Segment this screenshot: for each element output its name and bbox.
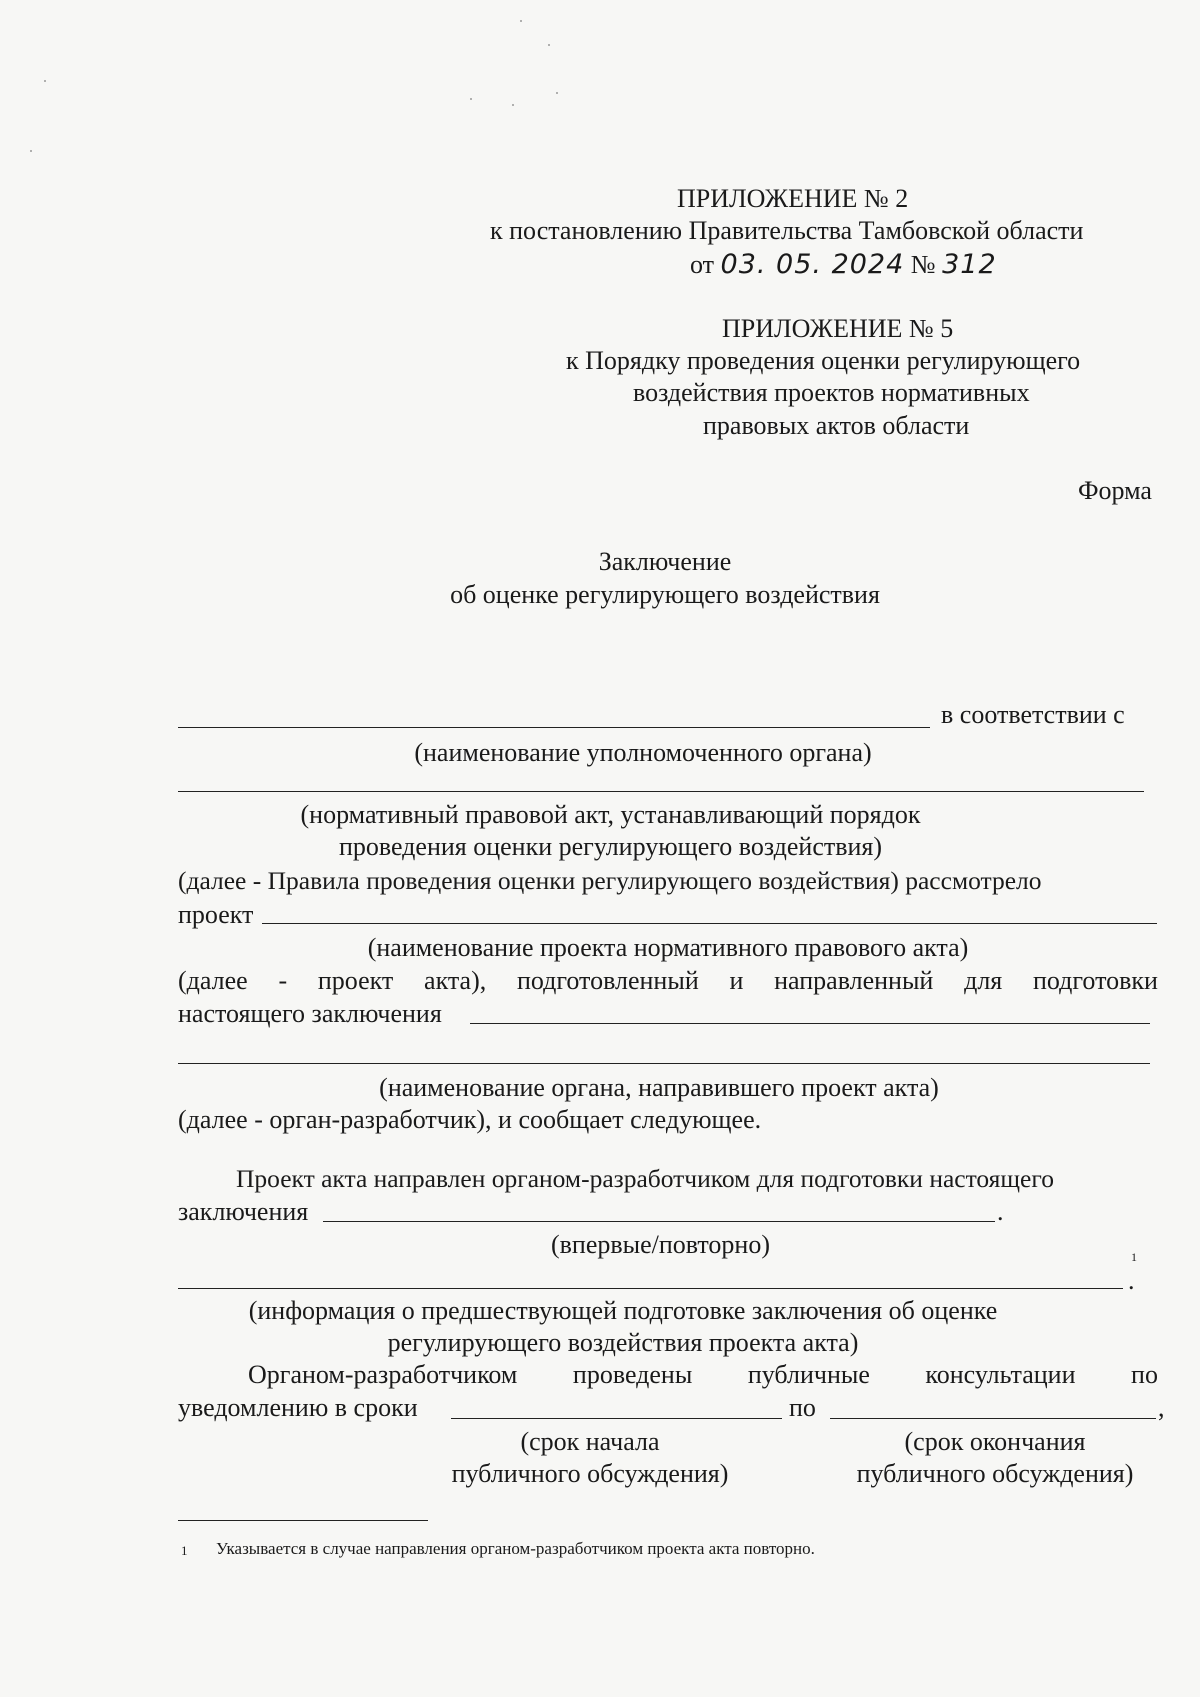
first-repeat-blank[interactable] xyxy=(323,1221,995,1222)
doc-title-line1: Заключение xyxy=(598,547,732,576)
consult-word: Органом-разработчиком xyxy=(248,1360,518,1389)
scan-speck xyxy=(44,80,46,82)
caption-end-1: (срок окончания xyxy=(904,1427,1086,1456)
appendix-2-date-line xyxy=(690,250,997,280)
number-sign: № xyxy=(910,250,936,279)
prepared-word: проект xyxy=(317,966,394,995)
rules-line: (далее - Правила проведения оценки регулирующего воздействия) рассмотрело xyxy=(178,866,1042,895)
consult-word: по xyxy=(1131,1360,1158,1389)
caption-authority: (наименование уполномоченного органа) xyxy=(414,738,872,767)
form-label: Форма xyxy=(1078,476,1152,505)
doc-title-line2: об оценке регулирующего воздействия xyxy=(450,580,880,609)
info-blank[interactable] xyxy=(178,1288,1123,1289)
appendix-2-title: ПРИЛОЖЕНИЕ № 2 xyxy=(677,184,909,213)
prepared-word: подготовленный xyxy=(516,966,699,995)
authority-blank[interactable] xyxy=(178,727,930,728)
caption-info-2: регулирующего воздействия проекта акта) xyxy=(387,1328,859,1357)
appendix-5-line3: правовых актов области xyxy=(703,411,970,440)
caption-start-1: (срок начала xyxy=(520,1427,660,1456)
developer-blank-1[interactable] xyxy=(470,1023,1150,1024)
comma-mark: , xyxy=(1158,1393,1165,1422)
period-mark: . xyxy=(997,1197,1004,1226)
consult-word: публичные xyxy=(747,1360,870,1389)
appendix-5-line1: к Порядку проведения оценки регулирующего xyxy=(566,346,1081,375)
npa-blank[interactable] xyxy=(178,791,1144,792)
date-prefix: от xyxy=(690,250,715,279)
prepared-word: акта), xyxy=(424,966,487,995)
footnote-text: Указывается в случае направления органом-разработчиком проекта акта повторно. xyxy=(216,1539,815,1558)
prepared-word: для xyxy=(964,966,1003,995)
notice-terms-text: уведомлению в сроки xyxy=(178,1393,418,1422)
appendix-5-title: ПРИЛОЖЕНИЕ № 5 xyxy=(722,314,954,343)
prepared-word: - xyxy=(278,966,288,995)
caption-first-repeat: (впервые/повторно) xyxy=(550,1230,771,1259)
caption-npa-2: проведения оценки регулирующего воздействия) xyxy=(338,832,883,861)
prepared-line xyxy=(178,966,1158,996)
project-name-blank[interactable] xyxy=(262,923,1157,924)
footnote-ref-mark: 1 xyxy=(1131,1250,1137,1264)
caption-npa-1: (нормативный правовой акт, устанавливающий порядок xyxy=(300,800,921,829)
consult-word: консультации xyxy=(925,1360,1076,1389)
scan-speck xyxy=(470,98,472,100)
handwritten-number: 312 xyxy=(942,249,997,280)
appendix-2-line1: к постановлению Правительства Тамбовской области xyxy=(490,216,1084,245)
caption-start-2: публичного обсуждения) xyxy=(451,1459,729,1488)
scan-speck xyxy=(556,92,558,94)
scan-speck xyxy=(520,20,522,22)
in-accordance-text: в соответствии с xyxy=(941,700,1125,729)
conclusion-word: заключения xyxy=(178,1197,309,1226)
prepared-word: (далее xyxy=(178,966,248,995)
period-mark: . xyxy=(1128,1266,1135,1295)
scan-speck xyxy=(30,150,32,152)
sent-line: Проект акта направлен органом-разработчиком для подготовки настоящего xyxy=(236,1164,1054,1193)
developer-blank-2[interactable] xyxy=(178,1063,1150,1064)
end-date-blank[interactable] xyxy=(830,1418,1156,1419)
prepared-word: подготовки xyxy=(1033,966,1158,995)
start-date-blank[interactable] xyxy=(451,1418,782,1419)
po-text: по xyxy=(789,1393,816,1422)
caption-end-2: публичного обсуждения) xyxy=(856,1459,1134,1488)
footnote-mark: 1 xyxy=(181,1543,188,1558)
scan-speck xyxy=(548,44,550,46)
caption-info-1: (информация о предшествующей подготовке заключения об оценке xyxy=(248,1296,998,1325)
prepared-word: и xyxy=(729,966,744,995)
consult-word: проведены xyxy=(572,1360,693,1389)
footnote-separator xyxy=(178,1520,428,1521)
prepared-word: направленный xyxy=(774,966,934,995)
caption-project: (наименование проекта нормативного правового акта) xyxy=(367,933,969,962)
scan-speck xyxy=(512,104,514,106)
consult-line xyxy=(248,1360,1158,1390)
caption-developer: (наименование органа, направившего проект акта) xyxy=(379,1073,939,1102)
handwritten-date: 03. 05. 2024 xyxy=(720,249,905,280)
this-conclusion-text: настоящего заключения xyxy=(178,999,442,1028)
developer-line: (далее - орган-разработчик), и сообщает следующее. xyxy=(178,1105,762,1134)
project-word: проект xyxy=(178,900,254,929)
appendix-5-line2: воздействия проектов нормативных xyxy=(633,378,1030,407)
